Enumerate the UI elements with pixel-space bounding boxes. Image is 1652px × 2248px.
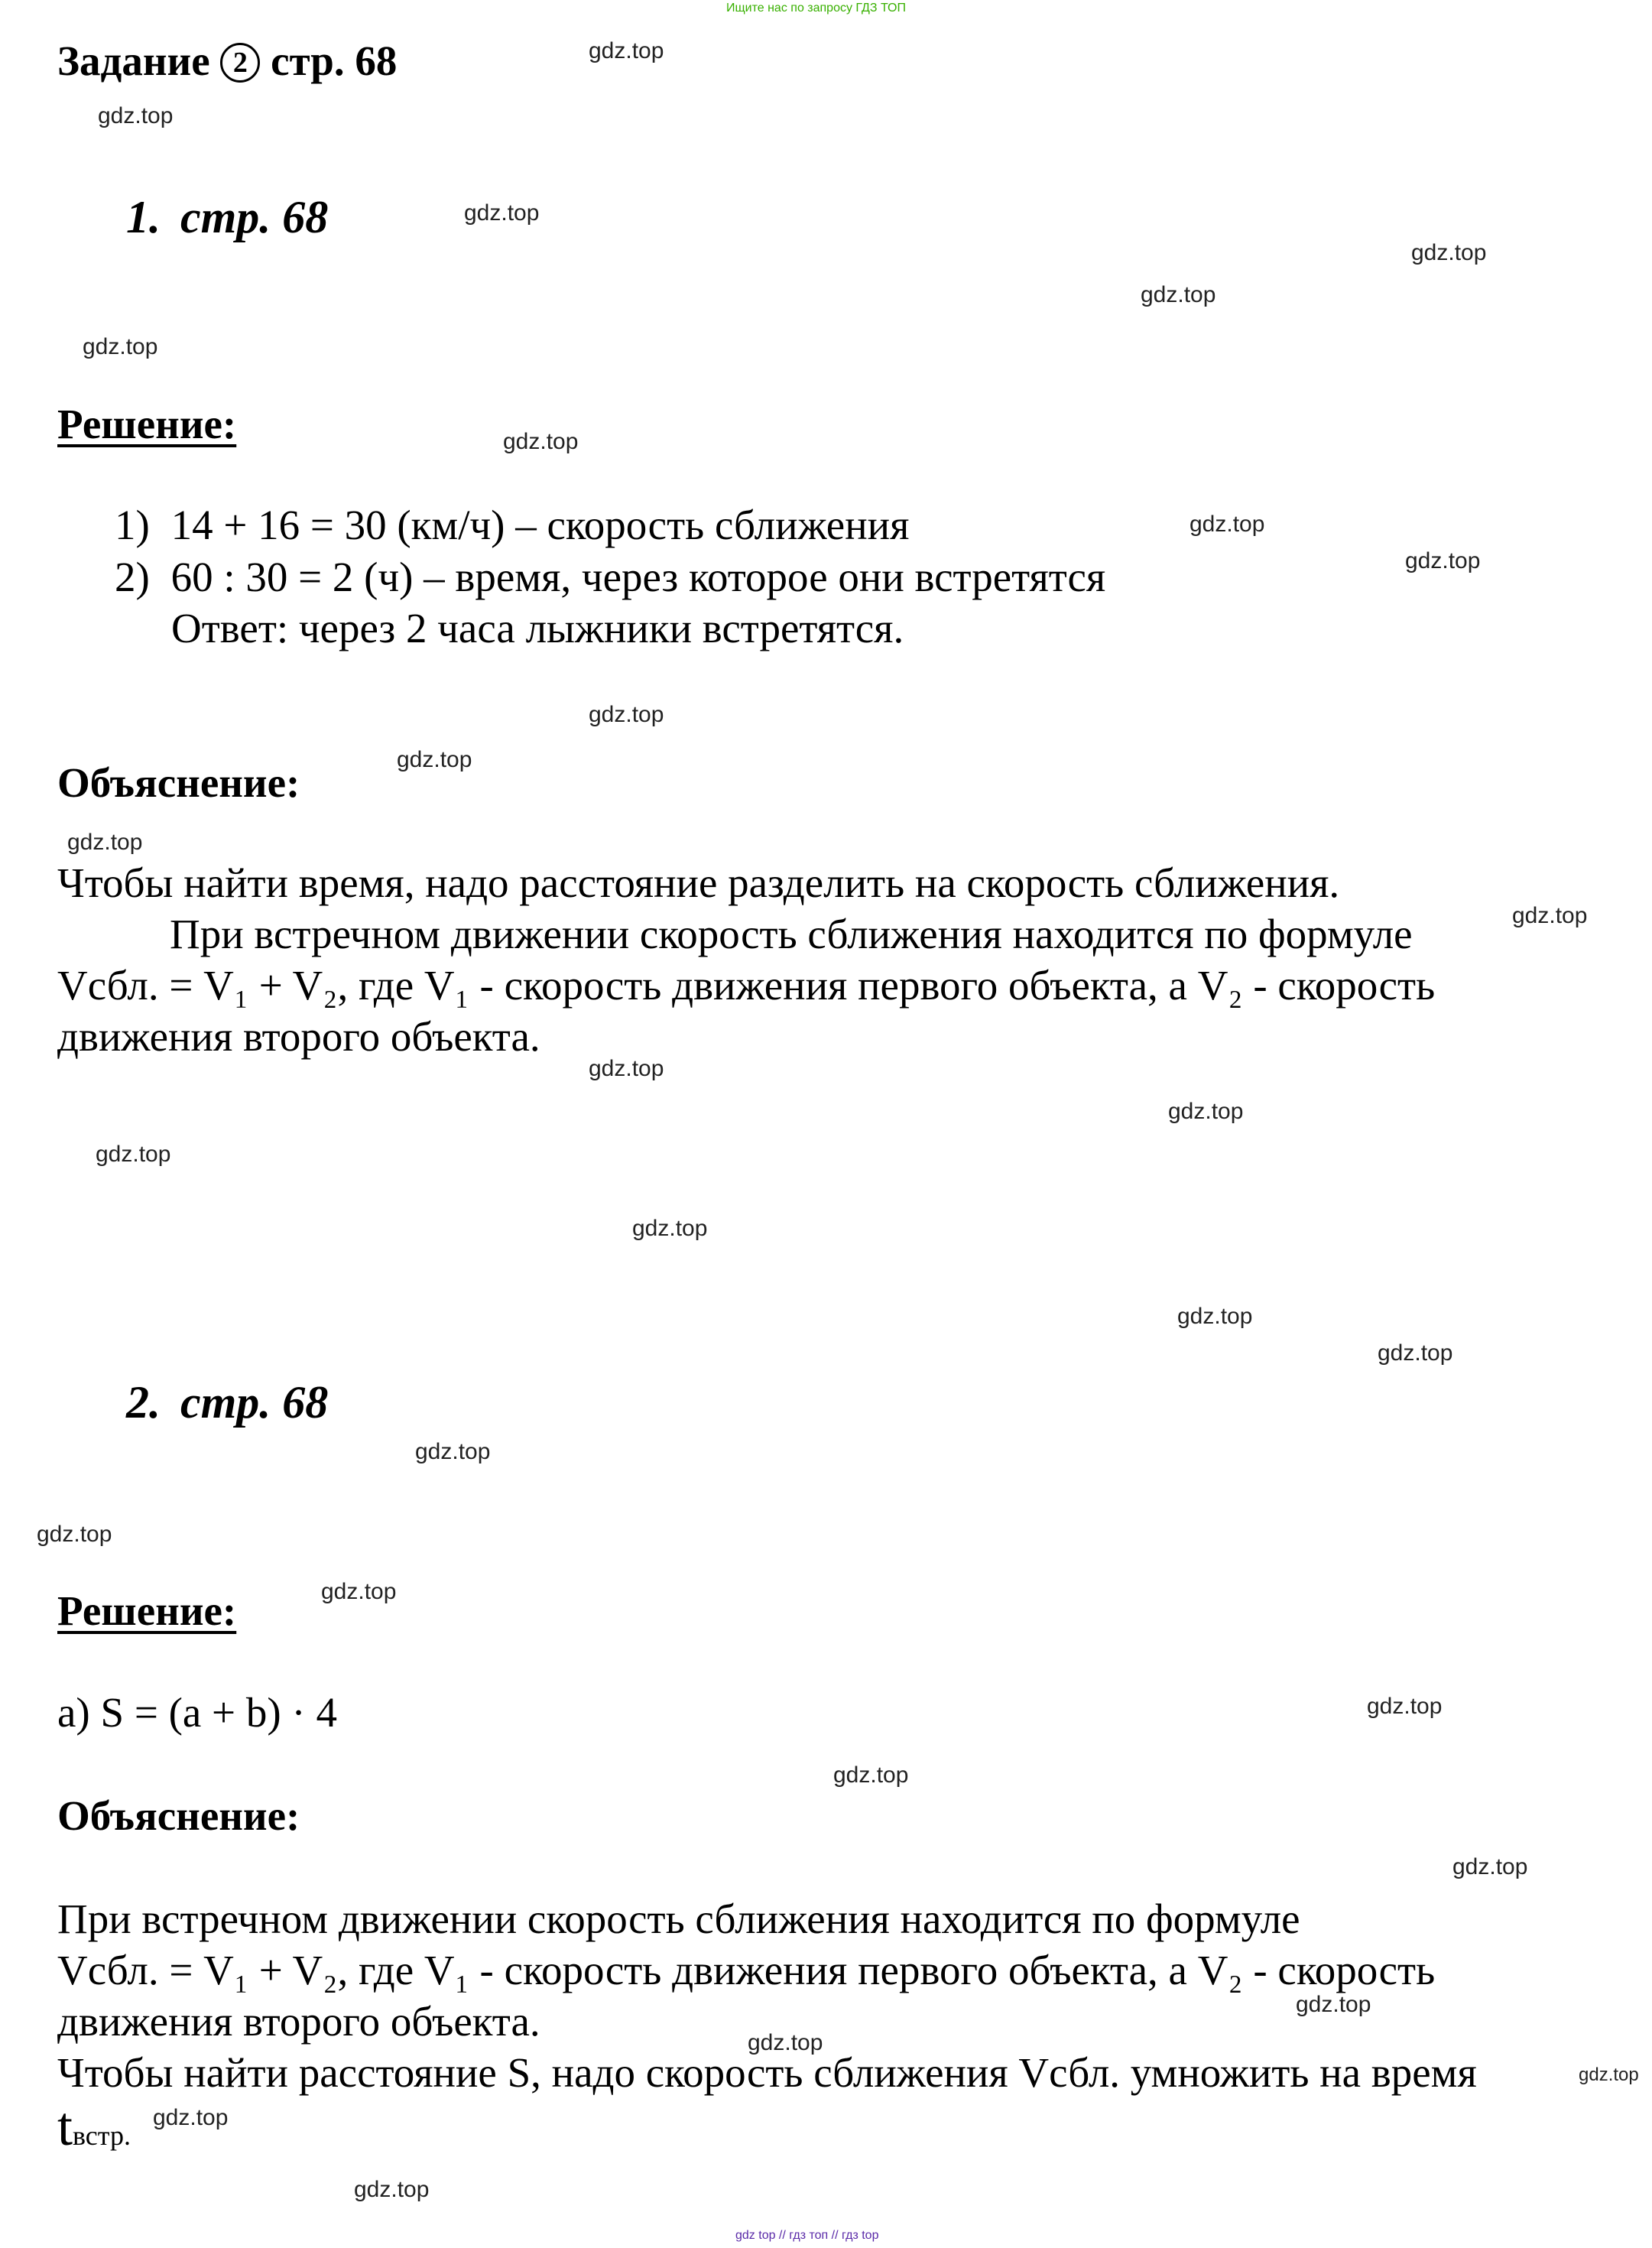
watermark: gdz.top bbox=[632, 1216, 708, 1241]
watermark: gdz.top bbox=[1452, 1854, 1528, 1879]
watermark: gdz.top bbox=[1378, 1340, 1453, 1366]
watermark: gdz.top bbox=[1190, 512, 1265, 537]
watermark: gdz.top bbox=[37, 1522, 112, 1547]
task-number-circle: 2 bbox=[220, 43, 260, 83]
watermark: gdz.top bbox=[1411, 240, 1487, 265]
watermark: gdz.top bbox=[1579, 2064, 1639, 2085]
section2-time-symbol bbox=[57, 2095, 131, 2159]
section1-explanation-line-4: движения второго объекта. bbox=[57, 1013, 540, 1060]
watermark: gdz.top bbox=[1512, 903, 1588, 928]
watermark: gdz.top bbox=[98, 103, 174, 128]
watermark: gdz.top bbox=[67, 830, 143, 855]
solution-line-label: 2) bbox=[115, 554, 150, 600]
time-letter: t bbox=[57, 2096, 73, 2157]
watermark: gdz.top bbox=[415, 1439, 491, 1464]
task-title bbox=[57, 37, 397, 85]
section2-solution-heading: Решение: bbox=[57, 1587, 237, 1634]
section1-solution-heading: Решение: bbox=[57, 401, 237, 447]
watermark: gdz.top bbox=[1405, 548, 1481, 573]
section1-title bbox=[126, 191, 328, 244]
solution-line-text: 60 : 30 = 2 (ч) – время, через которое они встретятся bbox=[170, 554, 1106, 600]
watermark: gdz.top bbox=[321, 1579, 397, 1604]
watermark: gdz.top bbox=[833, 1762, 909, 1788]
watermark: gdz.top bbox=[589, 702, 664, 727]
watermark: gdz.top bbox=[1168, 1099, 1244, 1124]
watermark: gdz.top bbox=[503, 429, 579, 454]
watermark: gdz.top bbox=[589, 1056, 664, 1081]
section1-solution-line-1 bbox=[115, 501, 909, 549]
section2-formula: а) S = (a + b) · 4 bbox=[57, 1689, 337, 1736]
section1-explanation-heading: Объяснение: bbox=[57, 759, 300, 806]
section2-explanation-line-1: При встречном движении скорость сближения находится по формуле bbox=[57, 1896, 1300, 1942]
section1-solution-line-2 bbox=[115, 553, 1105, 601]
time-subscript: встр. bbox=[73, 2120, 131, 2151]
footer-links: gdz top // гдз топ // гдз top bbox=[735, 2229, 879, 2242]
section1-answer: Ответ: через 2 часа лыжники встретятся. bbox=[171, 605, 904, 651]
section2-explanation-heading: Объяснение: bbox=[57, 1792, 300, 1839]
section2-explanation-line-2: Vсбл. = V₁ + V₂, где V₁ - скорость движения первого объекта, а V₂ - скорость bbox=[57, 1947, 1436, 1993]
solution-line-text: 14 + 16 = 30 (км/ч) – скорость сближения bbox=[170, 502, 910, 548]
watermark: gdz.top bbox=[1141, 282, 1216, 307]
section2-page: стр. 68 bbox=[180, 1377, 329, 1428]
section2-explanation-line-4: Чтобы найти расстояние S, надо скорость сближения Vсбл. умножить на время bbox=[57, 2049, 1477, 2096]
section2-number: 2. bbox=[126, 1377, 161, 1428]
watermark: gdz.top bbox=[354, 2177, 430, 2202]
watermark: gdz.top bbox=[748, 2030, 823, 2055]
watermark: gdz.top bbox=[397, 747, 472, 772]
section1-number: 1. bbox=[126, 192, 161, 242]
task-page: стр. 68 bbox=[271, 37, 398, 84]
watermark: gdz.top bbox=[589, 38, 664, 63]
section1-explanation-line-3: Vсбл. = V₁ + V₂, где V₁ - скорость движения первого объекта, а V₂ - скорость bbox=[57, 962, 1436, 1009]
watermark: gdz.top bbox=[1296, 1992, 1371, 2017]
task-prefix: Задание bbox=[57, 37, 210, 84]
watermark: gdz.top bbox=[464, 200, 540, 226]
section2-title bbox=[126, 1376, 328, 1429]
watermark: gdz.top bbox=[1177, 1304, 1253, 1329]
section1-page: стр. 68 bbox=[180, 192, 329, 242]
watermark: gdz.top bbox=[83, 334, 158, 359]
top-banner: Ищите нас по запросу ГДЗ ТОП bbox=[726, 2, 906, 15]
section1-explanation-line-2: При встречном движении скорость сближения находится по формуле bbox=[170, 911, 1413, 957]
watermark: gdz.top bbox=[96, 1142, 171, 1167]
watermark: gdz.top bbox=[153, 2105, 229, 2130]
watermark: gdz.top bbox=[1367, 1694, 1443, 1719]
section1-explanation-line-1: Чтобы найти время, надо расстояние разделить на скорость сближения. bbox=[57, 859, 1340, 906]
section2-explanation-line-3: движения второго объекта. bbox=[57, 1998, 540, 2045]
solution-line-label: 1) bbox=[115, 502, 150, 548]
